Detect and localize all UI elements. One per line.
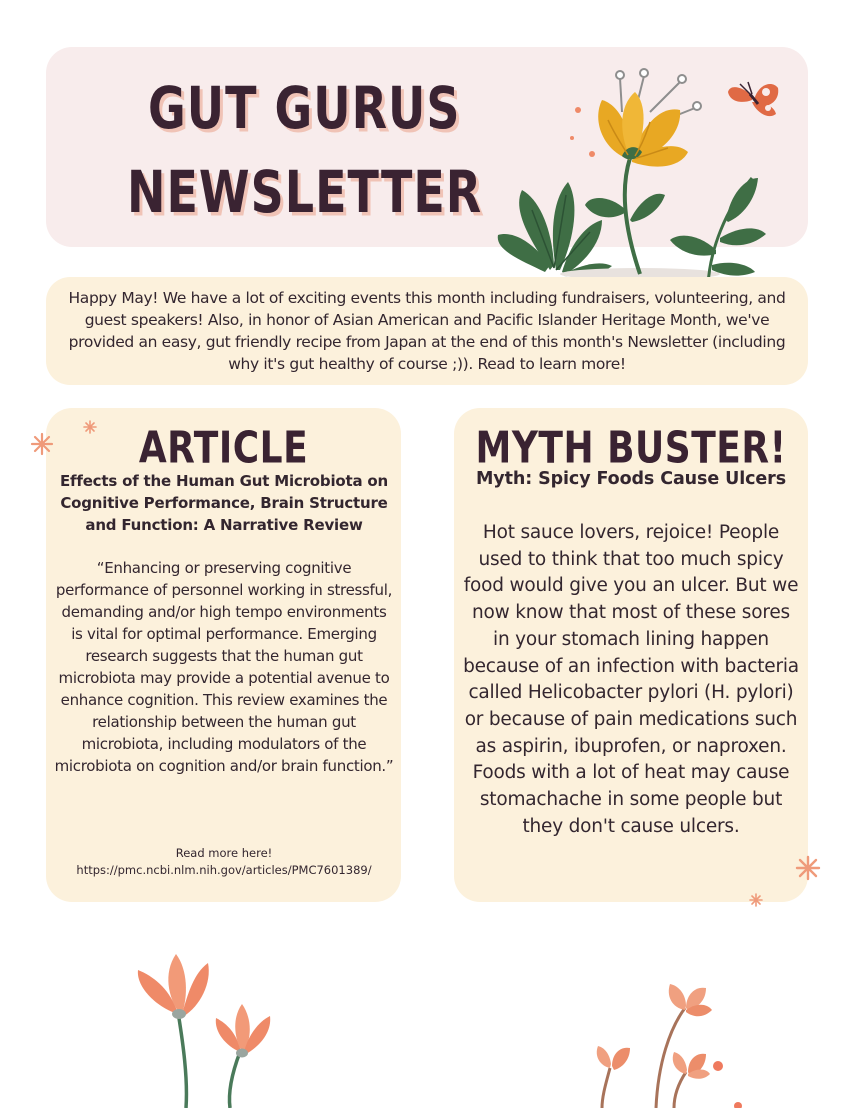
sparkle-icon xyxy=(30,432,54,456)
butterfly-icon xyxy=(728,82,778,116)
tulip-icon xyxy=(128,948,288,1108)
myth-body: Hot sauce lovers, rejoice! People used to think that too much spicy food would give you an ulcer. But we now know that most of these sores in your stomach lining happen because of an infection with bacteria called Helicobacter pylori (H. pylori) or because of pain medications such as aspirin, ibuprofen, or naproxen. Foods with a lot of heat may cause stomachache in some people but they don't cause ulcers. xyxy=(463,522,799,837)
article-heading: ARTICLE xyxy=(138,424,309,474)
myth-subtitle: Myth: Spicy Foods Cause Ulcers xyxy=(475,469,787,489)
article-quote: “Enhancing or preserving cognitive performance of personnel working in stressful, demanding and/or high tempo environments is vital for optimal performance. Emerging research suggests that the human gut microbiota may provide a potential avenue to enhance cognition. This review examines the relationship between the human gut microbiota, including modulators of the microbiota on cognition and/or brain function.” xyxy=(54,559,394,775)
flower-illustration-icon xyxy=(490,60,790,300)
sparkle-icon xyxy=(83,420,97,434)
myth-buster-heading: MYTH BUSTER! xyxy=(475,424,787,474)
newsletter-title-line1: GUT GURUS xyxy=(148,74,461,142)
article-url-link[interactable]: https://pmc.ncbi.nlm.nih.gov/articles/PMC7601389/ xyxy=(76,863,372,877)
read-more-label: Read more here! xyxy=(175,846,273,860)
sparkle-icon xyxy=(795,855,821,881)
newsletter-title-line2: NEWSLETTER xyxy=(127,158,483,226)
tulip-icon xyxy=(590,968,750,1108)
intro-text: Happy May! We have a lot of exciting events this month including fundraisers, volunteering, and guest speakers! Also, in honor of Asian American and Pacific Islander Heritage Month, we've provided an easy, gut friendly recipe from Japan at the end of this month's Newsletter (including why it's gut healthy of course ;)). Read to learn more! xyxy=(68,289,786,373)
article-read-more xyxy=(56,845,392,879)
leaf-plant-icon xyxy=(498,182,612,277)
sparkle-icon xyxy=(749,893,763,907)
article-title: Effects of the Human Gut Microbiota on Cognitive Performance, Brain Structure and Function: A Narrative Review xyxy=(60,472,388,534)
